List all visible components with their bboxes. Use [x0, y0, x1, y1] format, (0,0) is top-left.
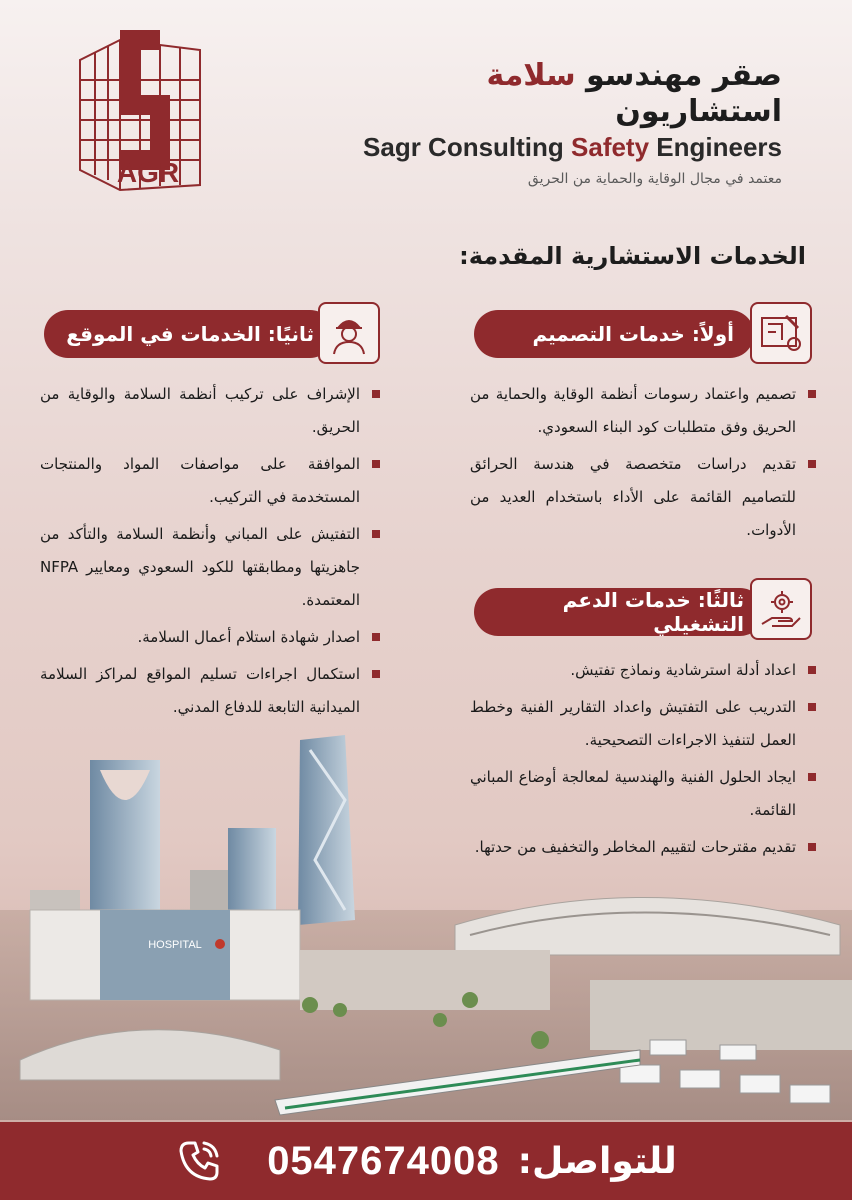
list-item: ايجاد الحلول الفنية والهندسية لمعالجة أوضاع المباني القائمة. [470, 761, 818, 827]
onsite-services-list [40, 378, 382, 728]
brand-block [362, 58, 782, 190]
list-item: الإشراف على تركيب أنظمة السلامة والوقاية من الحريق. [40, 378, 382, 444]
design-services-list [470, 378, 818, 551]
list-item: الموافقة على مواصفات المواد والمنتجات المستخدمة في التركيب. [40, 448, 382, 514]
list-item: تقديم مقترحات لتقييم المخاطر والتخفيف من حدتها. [470, 831, 818, 864]
contact-phone-number[interactable]: 0547674008 [267, 1138, 500, 1183]
city-skyline-illustration [0, 720, 852, 1120]
contact-footer [0, 1122, 852, 1200]
company-logo [60, 20, 230, 195]
operational-support-heading: ثالثًا: خدمات الدعم التشغيلي [474, 588, 764, 636]
logo-text: AGR [116, 157, 180, 188]
contact-label: للتواصل: [517, 1140, 677, 1182]
list-item: التفتيش على المباني وأنظمة السلامة والتأكد من جاهزيتها ومطابقتها للكود السعودي ومعايير NFPA المعتمدة. [40, 518, 382, 617]
engineer-helmet-icon [318, 302, 380, 364]
logo-building-icon [60, 20, 230, 195]
list-item: التدريب على التفتيش واعداد التقارير الفنية وخطط العمل لتنفيذ الاجراءات التصحيحية. [470, 691, 818, 757]
onsite-services-heading: ثانيًا: الخدمات في الموقع [44, 310, 334, 358]
list-item: تقديم دراسات متخصصة في هندسة الحرائق للتصاميم القائمة على الأداء باستخدام العديد من الأدوات. [470, 448, 818, 547]
section-title: الخدمات الاستشارية المقدمة: [459, 242, 806, 270]
support-gear-hand-icon [750, 578, 812, 640]
brand-name-arabic: صقر مهندسو سلامة استشاريون [486, 58, 782, 129]
hospital-sign: HOSPITAL [148, 939, 202, 951]
design-services-heading: أولاً: خدمات التصميم [474, 310, 754, 358]
phone-icon[interactable] [175, 1137, 223, 1185]
brand-name-english: Sagr Consulting Safety Engineers [363, 132, 782, 162]
list-item: اصدار شهادة استلام أعمال السلامة. [40, 621, 382, 654]
list-item: تصميم واعتماد رسومات أنظمة الوقاية والحماية من الحريق وفق متطلبات كود البناء السعودي. [470, 378, 818, 444]
design-blueprint-icon [750, 302, 812, 364]
brand-tagline: معتمد في مجال الوقاية والحماية من الحريق [527, 171, 782, 187]
list-item: استكمال اجراءات تسليم المواقع لمراكز السلامة الميدانية التابعة للدفاع المدني. [40, 658, 382, 724]
list-item: اعداد أدلة استرشادية ونماذج تفتيش. [470, 654, 818, 687]
